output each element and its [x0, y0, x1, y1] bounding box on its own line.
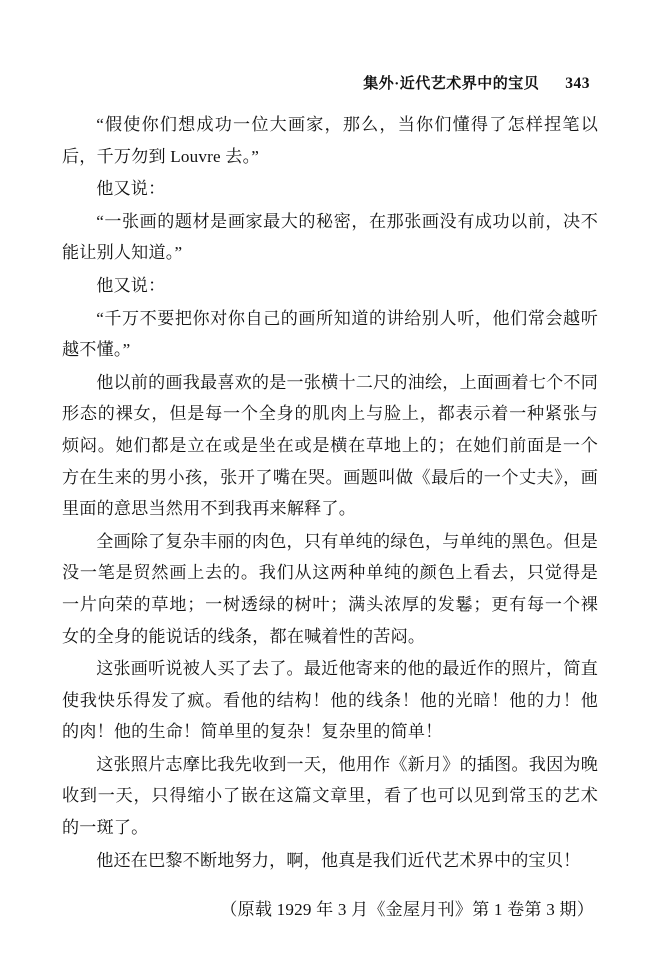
paragraph: “一张画的题材是画家最大的秘密，在那张画没有成功以前，决不能让别人知道。”: [62, 211, 598, 263]
paragraph: 他以前的画我最喜欢的是一张横十二尺的油绘，上面画着七个不同形态的裸女，但是每一个全身的肌肉上与脸上，都表示着一种紧张与烦闷。她们都是立在或是坐在或是横在草地上的；在她们前面是一个方在生来的男小孩，张开了嘴在哭。画题叫做《最后的一个丈夫》，画里面的意思当然用不到我再来解释了。: [62, 372, 598, 519]
paragraph: 他又说：: [96, 275, 166, 295]
page-number: 343: [565, 75, 590, 92]
paragraph: “假使你们想成功一位大画家，那么，当你们懂得了怎样捏笔以后，千万勿到 Louvre 去。”: [62, 115, 598, 166]
body-text: [62, 109, 598, 876]
page-header: [62, 72, 598, 93]
paragraph: 他又说：: [96, 179, 166, 199]
source-citation: （原载 1929 年 3 月《金屋月刊》第 1 卷第 3 期）: [220, 900, 594, 920]
paragraph: 这张照片志摩比我先收到一天，他用作《新月》的插图。我因为晚收到一天，只得缩小了嵌在这篇文章里，看了也可以见到常玉的艺术的一斑了。: [62, 754, 598, 838]
paragraph: 这张画听说被人买了去了。最近他寄来的他的最近作的照片，简直使我快乐得发了疯。看他的结构！他的线条！他的光暗！他的力！他的肉！他的生命！简单里的复杂！复杂里的简单！: [62, 659, 598, 742]
paragraph: “千万不要把你对你自己的画所知道的讲给别人听，他们常会越听越不懂。”: [62, 308, 598, 360]
running-head-title: 集外·近代艺术界中的宝贝: [363, 76, 540, 92]
paragraph: 他还在巴黎不断地努力，啊，他真是我们近代艺术界中的宝贝！: [96, 850, 581, 870]
paragraph: 全画除了复杂丰丽的肉色，只有单纯的绿色，与单纯的黑色。但是没一笔是贸然画上去的。我们从这两种单纯的颜色上看去，只觉得是一片向荣的草地；一树透绿的树叶；满头浓厚的发鬈；更有每一个裸女的全身的能说话的线条，都在喊着性的苦闷。: [62, 531, 598, 646]
